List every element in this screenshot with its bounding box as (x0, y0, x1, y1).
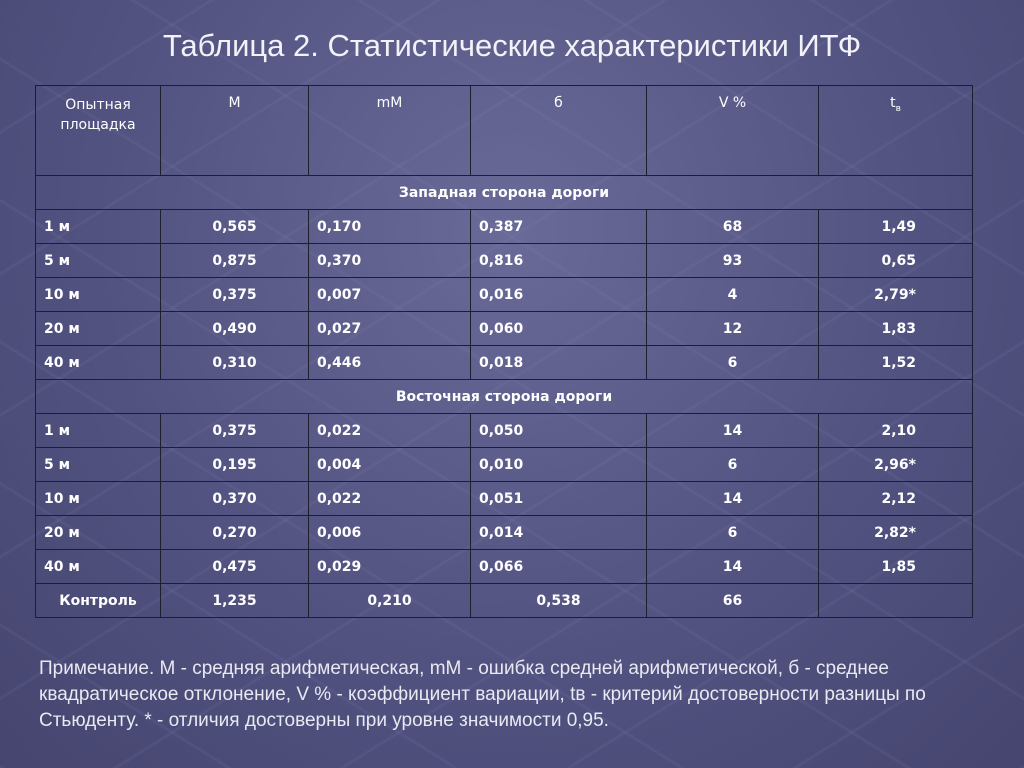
table-cell: 14 (647, 550, 819, 584)
table-cell: 0,446 (309, 346, 471, 380)
table-row (36, 516, 973, 550)
table-row (36, 278, 973, 312)
table-cell: 0,170 (309, 210, 471, 244)
footnote: Примечание. М - средняя арифметическая, mM - ошибка средней арифметической, б - среднее квадратическое отклонение, V % - коэффициент вариации, tв - критерий достоверности разницы по Стьюденту. * - отличия достоверны при уровне значимости 0,95. (39, 658, 926, 731)
table-cell: 40 м (36, 550, 161, 584)
header-v: V % (647, 86, 819, 176)
table-cell: Контроль (36, 584, 161, 618)
table-cell: 0,029 (309, 550, 471, 584)
table-row (36, 244, 973, 278)
table-cell: 93 (647, 244, 819, 278)
table-row (36, 346, 973, 380)
table-cell: 14 (647, 482, 819, 516)
table-cell: 20 м (36, 312, 161, 346)
table-cell: 1 м (36, 210, 161, 244)
table-cell: 0,007 (309, 278, 471, 312)
table-cell: 0,051 (471, 482, 647, 516)
table-cell: 2,79* (819, 278, 973, 312)
header-t-label: t (890, 95, 896, 111)
table-cell: 12 (647, 312, 819, 346)
table-cell: 4 (647, 278, 819, 312)
table-cell: 2,82* (819, 516, 973, 550)
table-cell: 1,85 (819, 550, 973, 584)
table-cell: 20 м (36, 516, 161, 550)
table-cell: 0,006 (309, 516, 471, 550)
table-cell: 0,050 (471, 414, 647, 448)
table-cell: 0,195 (161, 448, 309, 482)
table-cell: 2,12 (819, 482, 973, 516)
table-cell: 2,96* (819, 448, 973, 482)
table-cell: 1 м (36, 414, 161, 448)
table-cell: 0,022 (309, 414, 471, 448)
slide-title: Таблица 2. Статистические характеристики ИТФ (162, 28, 862, 63)
table-cell: 0,370 (309, 244, 471, 278)
table-row (36, 482, 973, 516)
table-cell: 10 м (36, 278, 161, 312)
control-row (36, 584, 973, 618)
header-plot: Опытная площадка (36, 86, 161, 176)
table-cell: 40 м (36, 346, 161, 380)
header-m: М (161, 86, 309, 176)
header-t (819, 86, 973, 176)
table-cell: 0,565 (161, 210, 309, 244)
table-cell: 10 м (36, 482, 161, 516)
table-cell: 0,816 (471, 244, 647, 278)
section-header-row (36, 176, 973, 210)
table-cell: 6 (647, 346, 819, 380)
table-cell: 0,375 (161, 414, 309, 448)
section-label: Восточная сторона дороги (36, 380, 973, 414)
table-cell: 0,066 (471, 550, 647, 584)
section-label: Западная сторона дороги (36, 176, 973, 210)
table-cell: 0,538 (471, 584, 647, 618)
table-cell: 6 (647, 516, 819, 550)
table-cell: 0,370 (161, 482, 309, 516)
section-header-row (36, 380, 973, 414)
table-cell: 0,004 (309, 448, 471, 482)
table-cell: 0,875 (161, 244, 309, 278)
table-cell (819, 584, 973, 618)
table-cell: 0,010 (471, 448, 647, 482)
table-cell: 0,310 (161, 346, 309, 380)
header-mm: mM (309, 86, 471, 176)
table-cell: 0,016 (471, 278, 647, 312)
table-cell: 14 (647, 414, 819, 448)
table-row (36, 312, 973, 346)
table-cell: 2,10 (819, 414, 973, 448)
table-cell: 0,375 (161, 278, 309, 312)
table-cell: 5 м (36, 448, 161, 482)
table-cell: 0,060 (471, 312, 647, 346)
table-cell: 6 (647, 448, 819, 482)
header-sigma: б (471, 86, 647, 176)
statistics-table (35, 85, 973, 618)
table-row (36, 210, 973, 244)
table-cell: 1,83 (819, 312, 973, 346)
table-cell: 0,65 (819, 244, 973, 278)
table-cell: 1,52 (819, 346, 973, 380)
table-cell: 1,49 (819, 210, 973, 244)
table-cell: 0,490 (161, 312, 309, 346)
table-cell: 0,475 (161, 550, 309, 584)
table-cell: 68 (647, 210, 819, 244)
table-cell: 0,014 (471, 516, 647, 550)
table-cell: 0,022 (309, 482, 471, 516)
table-cell: 0,210 (309, 584, 471, 618)
table-row (36, 414, 973, 448)
table-cell: 0,027 (309, 312, 471, 346)
table-cell: 0,270 (161, 516, 309, 550)
table-cell: 5 м (36, 244, 161, 278)
table-cell: 66 (647, 584, 819, 618)
table-row (36, 448, 973, 482)
table-header-row (36, 86, 973, 176)
table-cell: 1,235 (161, 584, 309, 618)
table-cell: 0,387 (471, 210, 647, 244)
header-t-subscript: в (895, 103, 901, 114)
table-row (36, 550, 973, 584)
table-cell: 0,018 (471, 346, 647, 380)
